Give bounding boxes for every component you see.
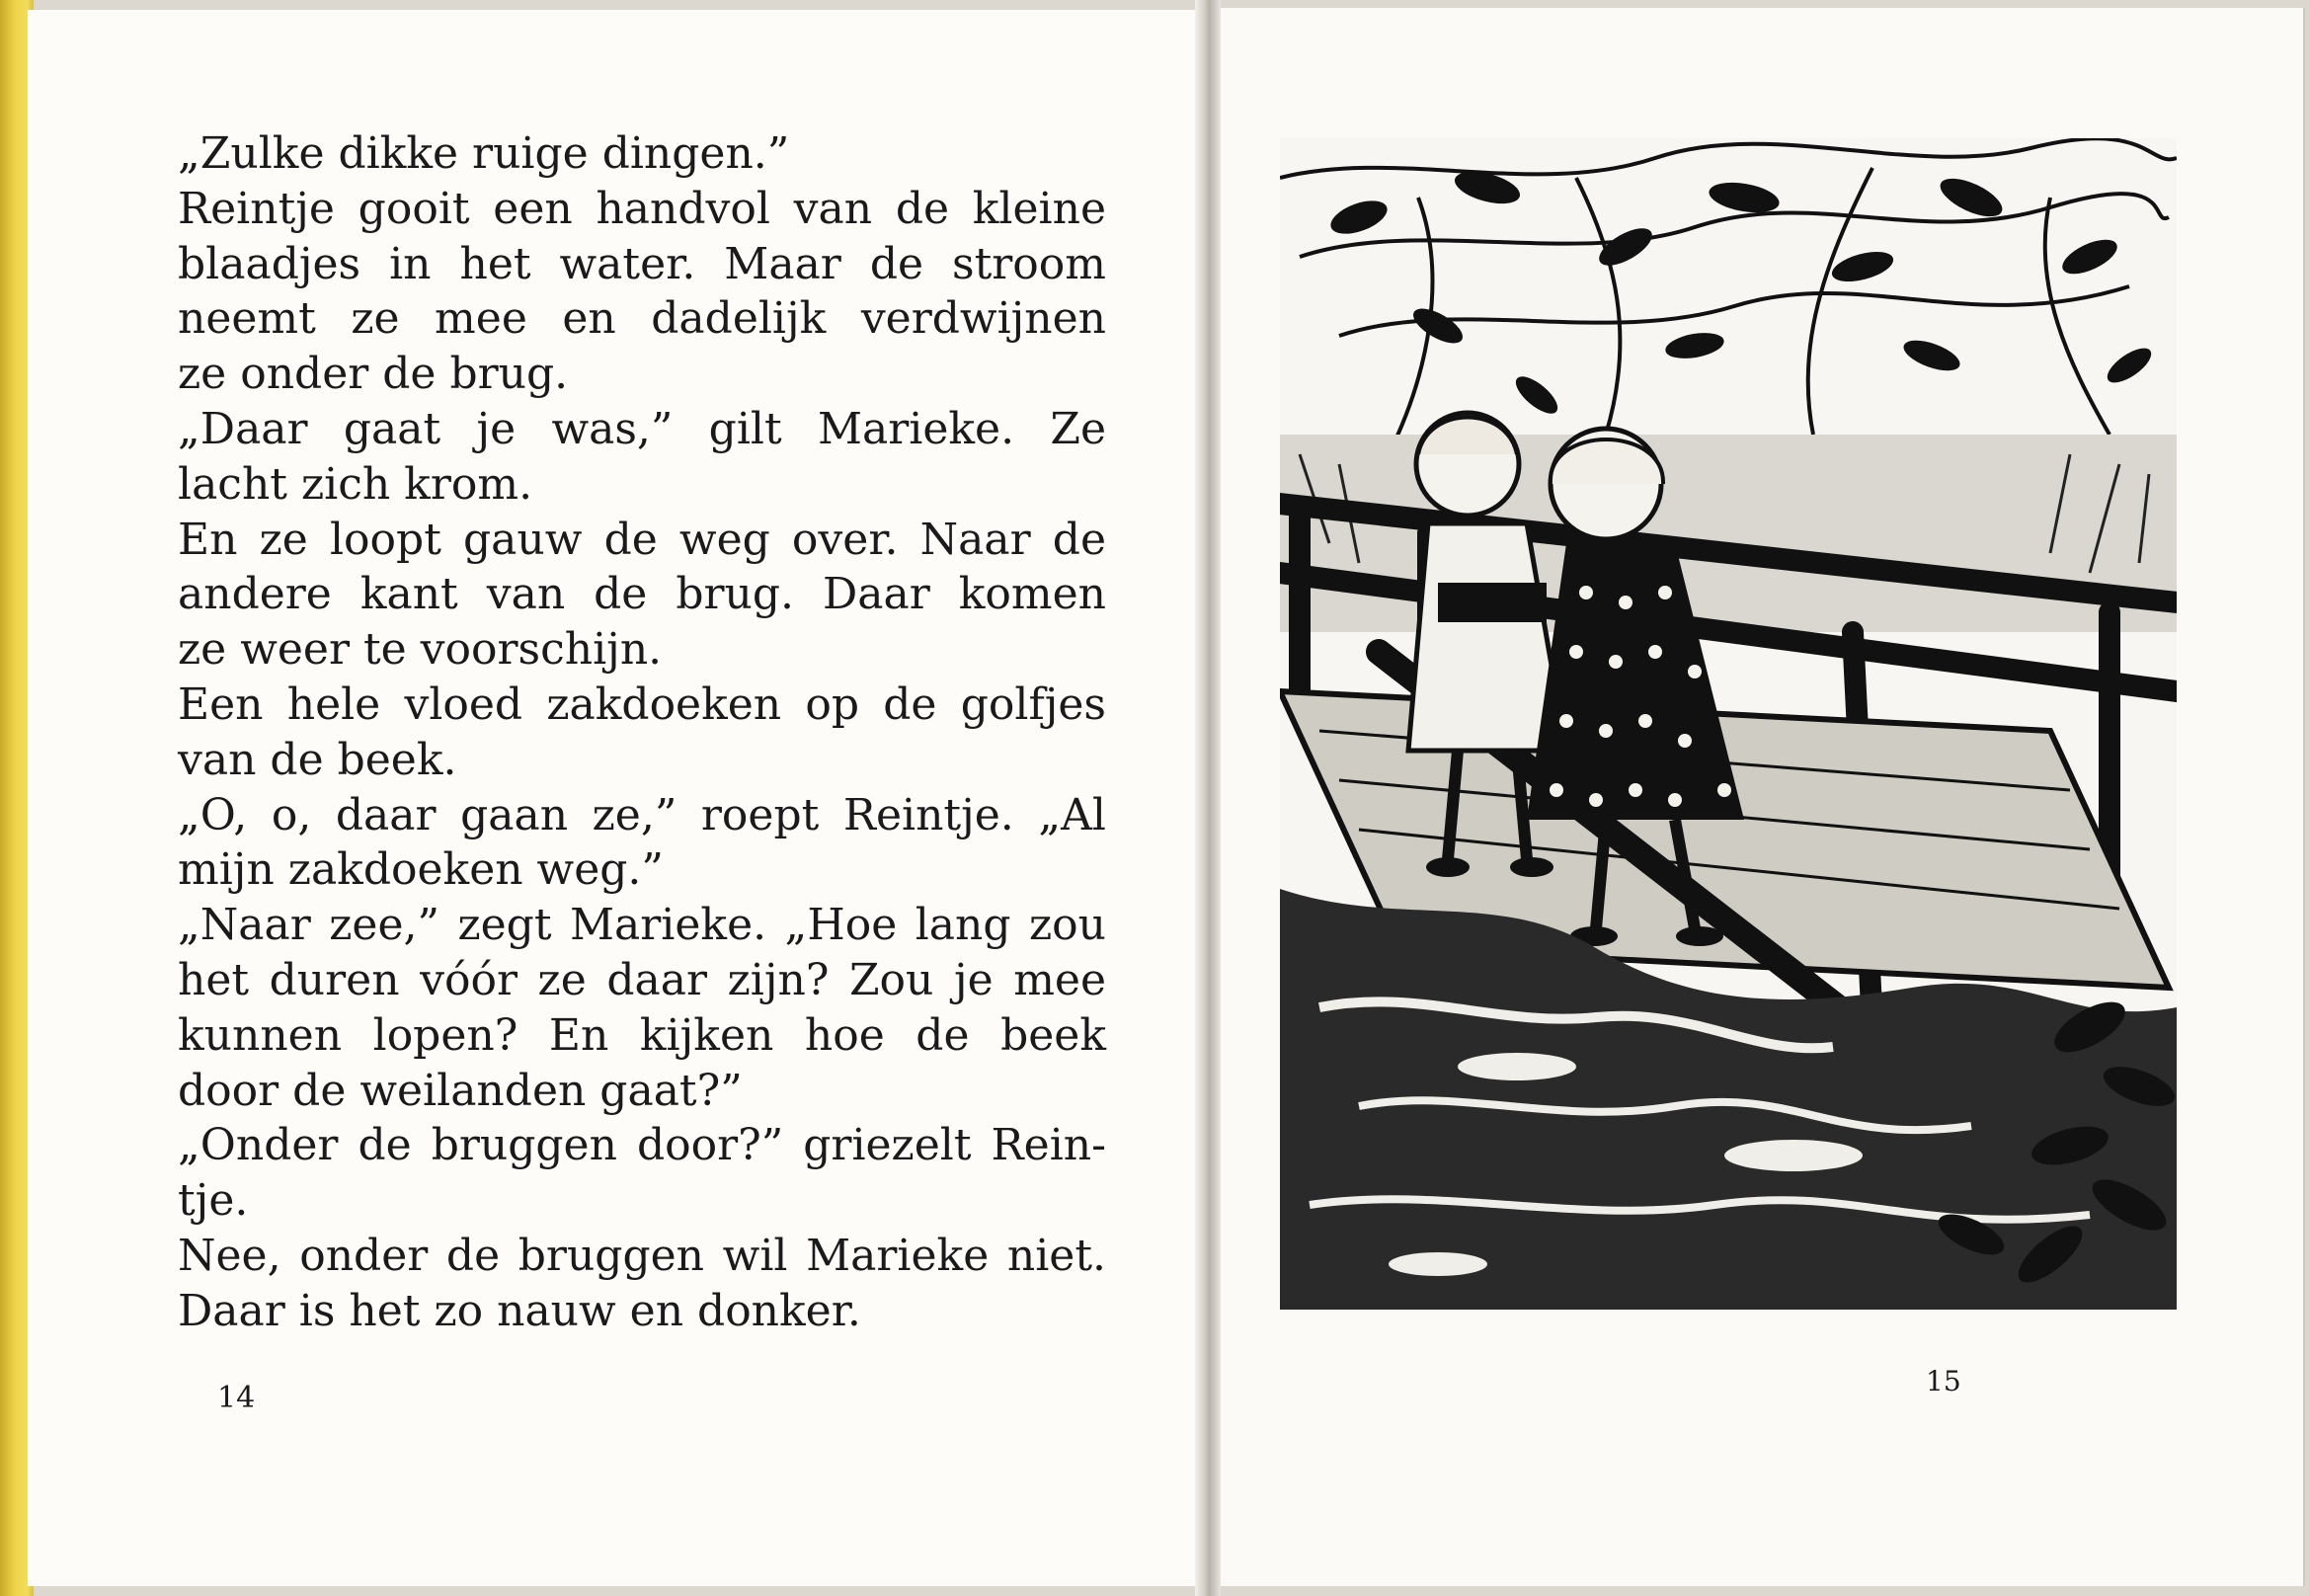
- text-line: „Zulke dikke ruige dingen.”: [178, 128, 790, 179]
- story-text: [178, 126, 1106, 1339]
- bridge-illustration: [1280, 138, 2177, 1310]
- text-line: ze onder de brug.: [178, 349, 569, 400]
- text-line: van de beek.: [178, 734, 457, 785]
- text-line: het duren vóór ze daar zijn? Zou je mee: [178, 954, 1106, 1005]
- text-line: Daar is het zo nauw en donker.: [178, 1285, 861, 1336]
- text-line: kunnen lopen? En kijken hoe de beek: [178, 1009, 1106, 1061]
- text-line: Nee, onder de bruggen wil Marieke niet.: [178, 1230, 1106, 1281]
- page-number-left: 14: [217, 1381, 256, 1415]
- text-line: neemt ze mee en dadelijk verdwijnen: [178, 293, 1106, 345]
- book-gutter: [1195, 0, 1221, 1596]
- text-line: En ze loopt gauw de weg over. Naar de: [178, 514, 1106, 565]
- page-number-right: 15: [1926, 1365, 1961, 1397]
- text-line: andere kant van de brug. Daar komen: [178, 569, 1106, 620]
- text-line: blaadjes in het water. Maar de stroom: [178, 238, 1106, 289]
- text-line: „Daar gaat je was,” gilt Marieke. Ze: [178, 403, 1106, 454]
- text-line: Een hele vloed zakdoeken op de golfjes: [178, 678, 1106, 730]
- text-line: door de weilanden gaat?”: [178, 1065, 743, 1116]
- text-line: tje.: [178, 1175, 249, 1227]
- text-line: mijn zakdoeken weg.”: [178, 844, 664, 896]
- text-line: „O, o, daar gaan ze,” roept Reintje. „Al: [178, 789, 1106, 840]
- text-line: ze weer te voorschijn.: [178, 624, 663, 676]
- text-line: Reintje gooit een handvol van de kleine: [178, 183, 1106, 234]
- text-line: lacht zich krom.: [178, 458, 533, 510]
- text-line: „Naar zee,” zegt Marieke. „Hoe lang zou: [178, 900, 1106, 951]
- text-line: „Onder de bruggen door?” griezelt Rein-: [178, 1120, 1106, 1171]
